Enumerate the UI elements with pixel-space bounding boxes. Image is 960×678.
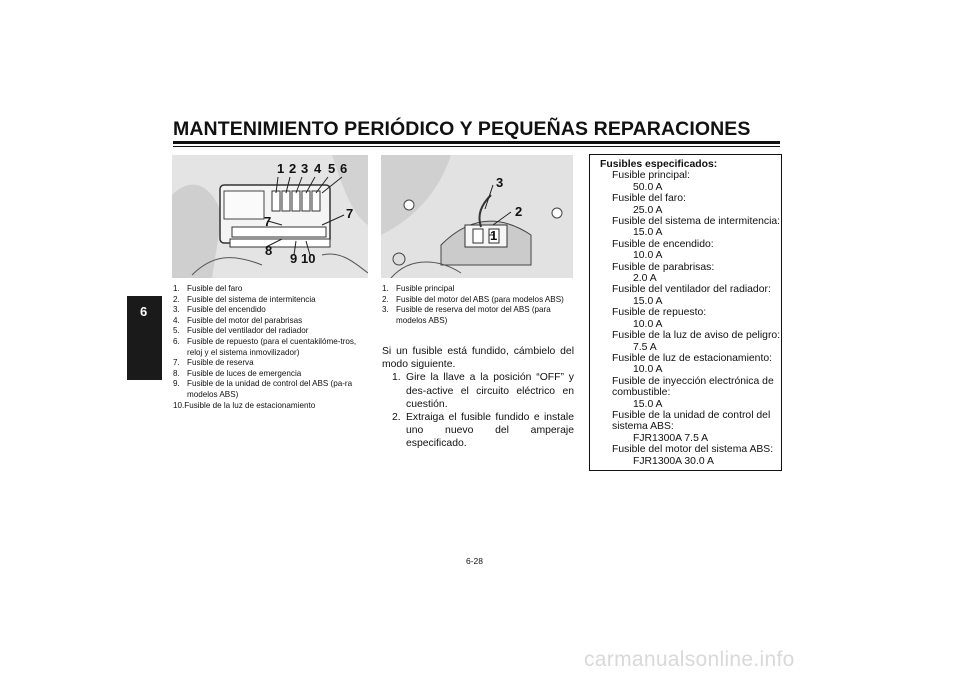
spec-name: Fusible de la unidad de control del sistema ABS: (612, 409, 771, 433)
spec-value: FJR1300A 7.5 A (633, 432, 709, 444)
list-item: 2. Extraiga el fusible fundido e instale uno nuevo del amperaje especificado. (392, 412, 574, 450)
spec-name: Fusible del motor del sistema ABS: (612, 444, 774, 456)
chapter-tab[interactable] (127, 296, 162, 380)
spec-name: Fusible de repuesto: (612, 307, 707, 319)
page-number: 6-28 (466, 556, 484, 566)
spec-name: Fusible de parabrisas: (612, 261, 715, 273)
list-item: 3. Fusible de reserva del motor del ABS (para modelos ABS) (382, 305, 551, 325)
instructions (382, 345, 574, 451)
list-item: 9. Fusible de la unidad de control del ABS (pa-ra modelos ABS) (173, 379, 353, 399)
fuse-box-legend (173, 284, 373, 411)
watermark: carmanualsonline.info (584, 648, 795, 671)
main-fuse-legend (382, 284, 574, 326)
callout-10: 10 (301, 251, 316, 266)
spec-name: Fusible del sistema de intermitencia: (612, 216, 781, 228)
spec-value: 7.5 A (633, 341, 657, 353)
title-rule-thin (173, 146, 780, 147)
instructions-intro: Si un fusible está fundido, cámbielo del modo siguiente. (382, 346, 574, 371)
callout-1: 1 (277, 161, 285, 176)
spec-value: 2.0 A (633, 273, 657, 285)
page-title: MANTENIMIENTO PERIÓDICO Y PEQUEÑAS REPARACIONES (173, 118, 751, 140)
chapter-number: 6 (140, 304, 148, 319)
spec-value: 15.0 A (633, 295, 663, 307)
list-item: 2. Fusible del motor del ABS (para modelos ABS) (382, 294, 564, 304)
spec-value: 25.0 A (633, 204, 663, 216)
spec-name: Fusible de inyección electrónica de combustible: (612, 375, 774, 399)
list-item: 1. Fusible principal (382, 284, 455, 293)
callout-2: 2 (515, 204, 523, 219)
spec-title: Fusibles especificados: (600, 159, 718, 170)
callout-8: 8 (265, 243, 273, 258)
spec-name: Fusible del ventilador del radiador: (612, 284, 771, 296)
list-item: 4. Fusible del motor del parabrisas (173, 315, 303, 325)
list-item: 1. Fusible del faro (173, 284, 243, 293)
spec-value: 10.0 A (633, 364, 663, 376)
list-item: 6. Fusible de repuesto (para el cuentakilóme-tros, reloj y el sistema inmovilizador) (173, 336, 357, 357)
callout-5: 5 (328, 161, 336, 176)
spec-value: 10.0 A (633, 318, 663, 330)
callout-4: 4 (314, 161, 322, 176)
instructions-steps (382, 371, 574, 450)
spec-value: 50.0 A (633, 181, 663, 193)
spec-name: Fusible del faro: (612, 193, 686, 205)
main-fuse-illustration (381, 155, 573, 278)
callout-2: 2 (289, 161, 297, 176)
list-item: 10.Fusible de la luz de estacionamiento (173, 400, 316, 410)
list-item: 7. Fusible de reserva (173, 358, 254, 368)
main-fuse-photo (381, 155, 573, 278)
spec-name: Fusible de la luz de aviso de peligro: (612, 330, 781, 342)
list-item: 3. Fusible del encendido (173, 305, 266, 315)
list-item: 5. Fusible del ventilador del radiador (173, 326, 309, 336)
callout-7-right: 7 (346, 206, 354, 221)
list-item: 1. Gire la llave a la posición “OFF” y des-active el circuito eléctrico en cuestión. (392, 372, 574, 410)
list-item: 8. Fusible de luces de emergencia (173, 368, 302, 378)
spec-value: 10.0 A (633, 250, 663, 262)
fuse-spec-box (589, 154, 782, 471)
title-rule (173, 141, 780, 144)
callout-3: 3 (496, 175, 504, 190)
spec-value: 15.0 A (633, 398, 663, 410)
callout-3: 3 (301, 161, 309, 176)
spec-name: Fusible de encendido: (612, 238, 714, 250)
callout-6: 6 (340, 161, 348, 176)
list-item: 2. Fusible del sistema de intermitencia (173, 294, 316, 304)
spec-name: Fusible de luz de estacionamiento: (612, 352, 772, 364)
callout-9: 9 (290, 251, 298, 266)
spec-value: FJR1300A 30.0 A (633, 455, 714, 467)
callout-1: 1 (490, 228, 498, 243)
spec-name: Fusible principal: (612, 170, 690, 182)
spec-value: 15.0 A (633, 227, 663, 239)
callout-7-left: 7 (264, 214, 272, 229)
